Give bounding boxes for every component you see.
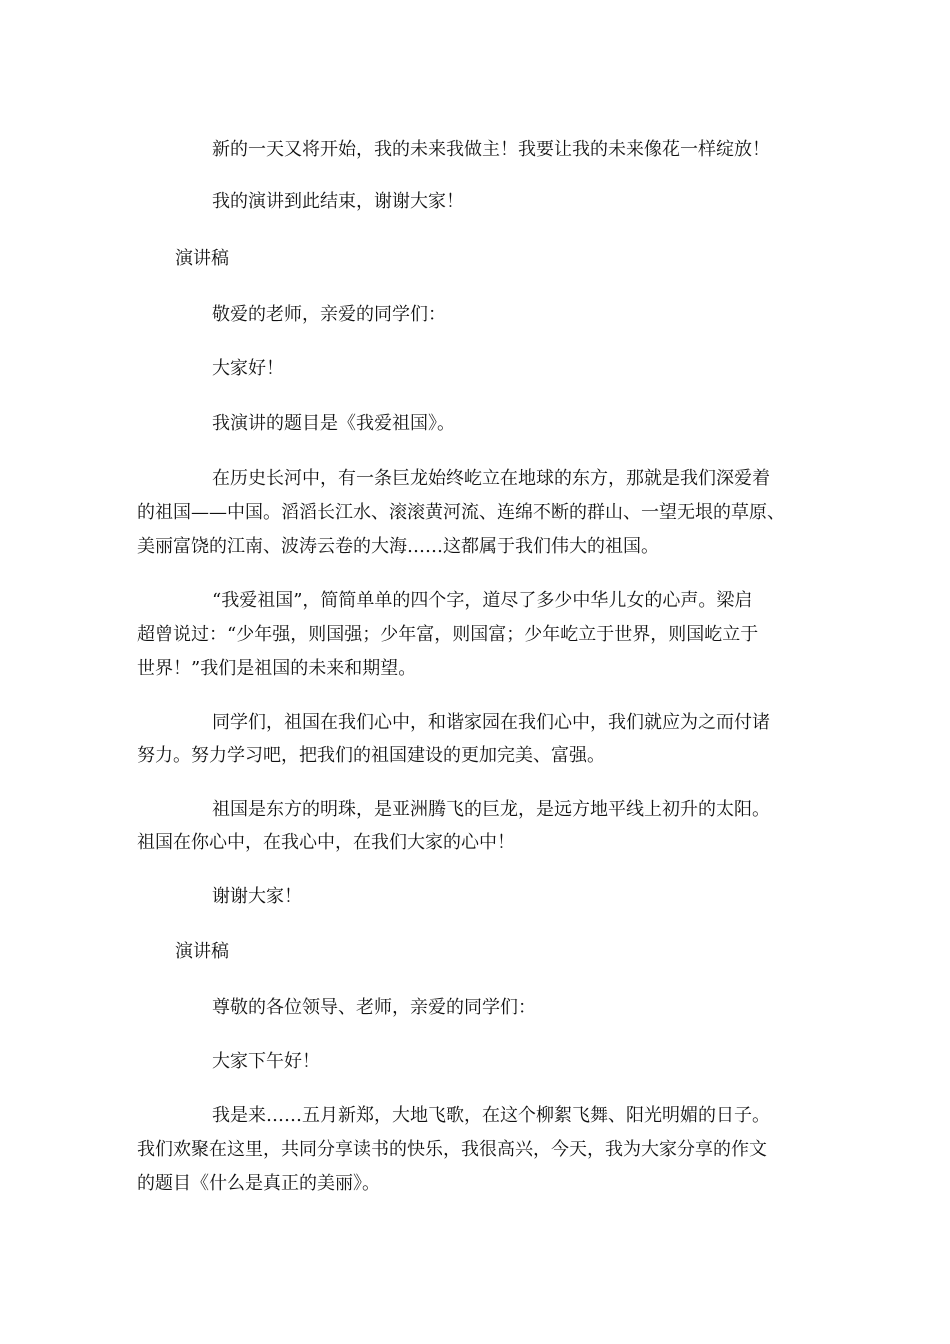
paragraph-line: “我爱祖国”，简简单单的四个字，道尽了多少中华儿女的心声。梁启 xyxy=(212,590,753,611)
paragraph-line: 我演讲的题目是《我爱祖国》。 xyxy=(212,413,455,434)
paragraph-line: 的祖国——中国。滔滔长江水、滚滚黄河流、连绵不断的群山、一望无垠的草原、 xyxy=(137,502,785,523)
paragraph-line: 新的一天又将开始，我的未来我做主！我要让我的未来像花一样绽放！ xyxy=(212,139,770,160)
paragraph-line: 祖国在你心中，在我心中，在我们大家的心中！ xyxy=(137,832,515,853)
salutation: 敬爱的老师，亲爱的同学们： xyxy=(212,304,446,325)
greeting: 大家好！ xyxy=(212,358,284,379)
paragraph-line: 美丽富饶的江南、波涛云卷的大海……这都属于我们伟大的祖国。 xyxy=(137,536,659,557)
section-heading: 演讲稿 xyxy=(175,941,229,962)
paragraph-line: 我们欢聚在这里，共同分享读书的快乐，我很高兴，今天，我为大家分享的作文 xyxy=(137,1139,767,1160)
salutation: 尊敬的各位领导、老师，亲爱的同学们： xyxy=(212,997,536,1018)
paragraph-line: 超曾说过：“少年强，则国强；少年富，则国富；少年屹立于世界，则国屹立于 xyxy=(137,624,759,645)
paragraph-line: 我的演讲到此结束，谢谢大家！ xyxy=(212,191,464,212)
paragraph-line: 的题目《什么是真正的美丽》。 xyxy=(137,1173,380,1194)
paragraph-line: 在历史长河中，有一条巨龙始终屹立在地球的东方，那就是我们深爱着 xyxy=(212,468,770,489)
paragraph-line: 努力。努力学习吧，把我们的祖国建设的更加完美、富强。 xyxy=(137,745,605,766)
paragraph-line: 我是来……五月新郑，大地飞歌，在这个柳絮飞舞、阳光明媚的日子。 xyxy=(212,1105,770,1126)
greeting: 大家下午好！ xyxy=(212,1051,320,1072)
paragraph-line: 祖国是东方的明珠，是亚洲腾飞的巨龙，是远方地平线上初升的太阳。 xyxy=(212,799,770,820)
paragraph-line: 世界！”我们是祖国的未来和期望。 xyxy=(137,658,417,679)
paragraph-line: 同学们，祖国在我们心中，和谐家园在我们心中，我们就应为之而付诸 xyxy=(212,712,770,733)
paragraph-line: 谢谢大家！ xyxy=(212,886,302,907)
section-heading: 演讲稿 xyxy=(175,248,229,269)
